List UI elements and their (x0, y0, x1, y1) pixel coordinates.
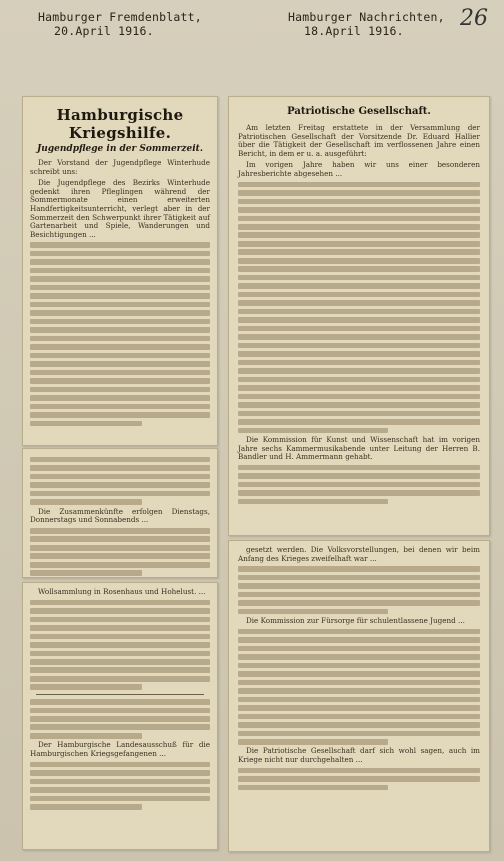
text-line (238, 499, 388, 505)
text-line (238, 190, 480, 196)
right-para-6: Die Patriotische Gesellschaft darf sich wohl sagen, auch im Kriege nicht nur durchgehalten ... (238, 746, 480, 765)
text-line (238, 207, 480, 213)
text-line (30, 251, 210, 257)
text-line (238, 360, 480, 366)
text-line (238, 592, 480, 598)
text-line (30, 684, 142, 690)
left-illegible-text-2 (30, 457, 210, 505)
text-line (238, 343, 480, 349)
text-line (238, 722, 480, 728)
text-line (238, 465, 480, 471)
text-line (238, 258, 480, 264)
text-line (30, 491, 210, 497)
left-para-2: Die Zusammenkünfte erfolgen Dienstags, Donnerstags und Sonnabends ... (30, 506, 210, 525)
text-line (238, 575, 480, 581)
text-line (238, 317, 480, 323)
text-line (238, 663, 480, 669)
text-line (238, 351, 480, 357)
right-para-3: Die Kommission für Kunst und Wissenschaft hat im vorigen Jahre sechs Kammermusikabende unter Leitung der Herren B. Bandler und H. Ammermann gehabt. (238, 435, 480, 462)
text-line (238, 266, 480, 272)
text-line (238, 182, 480, 188)
text-line (30, 699, 210, 705)
text-line (30, 659, 210, 665)
text-line (238, 411, 480, 417)
text-line (238, 232, 480, 238)
text-line (30, 276, 210, 282)
text-line (30, 787, 210, 793)
text-line (238, 283, 480, 289)
text-line (238, 785, 388, 791)
text-line (238, 249, 480, 255)
text-line (238, 714, 480, 720)
text-line (30, 733, 142, 739)
text-line (30, 770, 210, 776)
text-line (30, 716, 210, 722)
text-line (238, 566, 480, 572)
text-line (30, 293, 210, 299)
page-number: 26 (460, 6, 488, 31)
left-clipping-main (22, 96, 218, 446)
text-line (238, 216, 480, 222)
right-para-2: Im vorigen Jahre haben wir uns einer besonderen Jahresberichte abgesehen ... (238, 160, 480, 178)
right-clipping-continued (228, 540, 490, 852)
left-illegible-text-1 (30, 242, 210, 426)
right-paper-date: 18.April 1916. (304, 24, 404, 38)
left-illegible-text-6 (30, 762, 210, 810)
text-line (238, 394, 480, 400)
right-paper-name: Hamburger Nachrichten, (288, 10, 445, 24)
text-line (238, 739, 388, 745)
text-line (30, 412, 210, 418)
text-line (30, 553, 210, 559)
text-line (30, 310, 210, 316)
text-line (238, 241, 480, 247)
text-line (30, 642, 210, 648)
left-intro: Der Vorstand der Jugendpflege Winterhude schreibt uns: (30, 158, 210, 176)
left-paper-name: Hamburger Fremdenblatt, (38, 10, 202, 24)
text-line (30, 336, 210, 342)
left-clipping-middle (22, 448, 218, 578)
left-clipping-bottom (22, 582, 218, 850)
text-line (238, 334, 480, 340)
text-line (238, 326, 480, 332)
text-line (30, 804, 142, 810)
text-line (30, 676, 210, 682)
left-illegible-text-4 (30, 600, 210, 690)
right-illegible-text-2 (238, 465, 480, 505)
text-line (30, 378, 210, 384)
right-header (288, 10, 445, 38)
text-line (30, 651, 210, 657)
text-line (238, 428, 388, 434)
text-line (30, 617, 210, 623)
text-line (238, 275, 480, 281)
text-line (238, 637, 480, 643)
text-line (30, 361, 210, 367)
text-line (238, 292, 480, 298)
right-illegible-text-1 (238, 182, 480, 434)
text-line (30, 285, 210, 291)
right-illegible-text-3 (238, 566, 480, 614)
right-para-1: Am letzten Freitag erstattete in der Versammlung der Patriotischen Gesellschaft der Vorsitzende Dr. Eduard Hallier über die Tätigkeit der Gesellschaft im verflossenen Jahre einen Bericht, in dem er u. a. ausgeführt: (238, 123, 480, 158)
text-line (30, 600, 210, 606)
text-line (238, 776, 480, 782)
left-para-3: Wollsammlung in Rosenhaus und Hohelust. ... (38, 587, 206, 596)
text-line (238, 482, 480, 488)
text-line (238, 731, 480, 737)
right-para-5: Die Kommission zur Fürsorge für schulentlassene Jugend ... (246, 616, 465, 626)
text-line (30, 242, 210, 248)
text-line (30, 562, 210, 568)
text-line (30, 545, 210, 551)
text-line (30, 259, 210, 265)
left-divider (36, 694, 204, 695)
text-line (30, 395, 210, 401)
text-line (30, 482, 210, 488)
text-line (30, 465, 210, 471)
text-line (238, 490, 480, 496)
text-line (30, 499, 142, 505)
text-line (238, 368, 480, 374)
text-line (30, 625, 210, 631)
text-line (238, 629, 480, 635)
right-illegible-text-4 (238, 629, 480, 745)
text-line (238, 300, 480, 306)
text-line (238, 609, 388, 615)
text-line (30, 319, 210, 325)
text-line (30, 327, 210, 333)
text-line (238, 671, 480, 677)
left-clipping-title: Hamburgische Kriegshilfe. (56, 106, 184, 142)
text-line (238, 385, 480, 391)
text-line (30, 370, 210, 376)
text-line (238, 600, 480, 606)
text-line (30, 708, 210, 714)
right-clipping-title: Patriotische Gesellschaft. (287, 106, 431, 117)
text-line (30, 608, 210, 614)
text-line (238, 697, 480, 703)
text-line (30, 570, 142, 576)
text-line (30, 387, 210, 393)
text-line (30, 353, 210, 359)
text-line (238, 688, 480, 694)
text-line (30, 457, 210, 463)
left-paper-date: 20.April 1916. (54, 24, 154, 38)
right-para-4: gesetzt werden. Die Volksvorstellungen, bei denen wir beim Anfang des Krieges zweifelhaft war ... (238, 545, 480, 563)
left-header (38, 10, 202, 38)
text-line (238, 768, 480, 774)
text-line (30, 536, 210, 542)
left-illegible-text-3 (30, 528, 210, 576)
text-line (30, 779, 210, 785)
text-line (238, 705, 480, 711)
text-line (238, 646, 480, 652)
text-line (30, 302, 210, 308)
text-line (238, 402, 480, 408)
text-line (238, 309, 480, 315)
left-illegible-text-5 (30, 699, 210, 739)
text-line (30, 528, 210, 534)
text-line (30, 268, 210, 274)
text-line (30, 404, 210, 410)
text-line (30, 421, 142, 427)
text-line (238, 419, 480, 425)
left-para-4: Der Hamburgische Landesausschuß für die Hamburgischen Kriegsgefangenen ... (30, 740, 210, 759)
text-line (238, 473, 480, 479)
text-line (238, 583, 480, 589)
right-illegible-text-5 (238, 768, 480, 791)
text-line (30, 796, 210, 802)
text-line (30, 634, 210, 640)
text-line (238, 224, 480, 230)
text-line (30, 724, 210, 730)
left-para-1: Die Jugendpflege des Bezirks Winterhude gedenkt ihren Pfleglingen während der Sommermonate einen erweiterten Handfertigkeitsunterricht, verlegt aber in der Sommerzeit den Schwerpunkt ihrer Tätigkeit auf Gartenarbeit und Spiele, Wanderungen und Besichtigungen ... (30, 178, 210, 239)
text-line (238, 680, 480, 686)
text-line (30, 762, 210, 768)
text-line (238, 377, 480, 383)
text-line (30, 474, 210, 480)
text-line (238, 199, 480, 205)
text-line (30, 344, 210, 350)
text-line (30, 667, 210, 673)
left-clipping-subtitle: Jugendpflege in der Sommerzeit. (37, 144, 203, 154)
right-clipping-main (228, 96, 490, 536)
text-line (238, 654, 480, 660)
